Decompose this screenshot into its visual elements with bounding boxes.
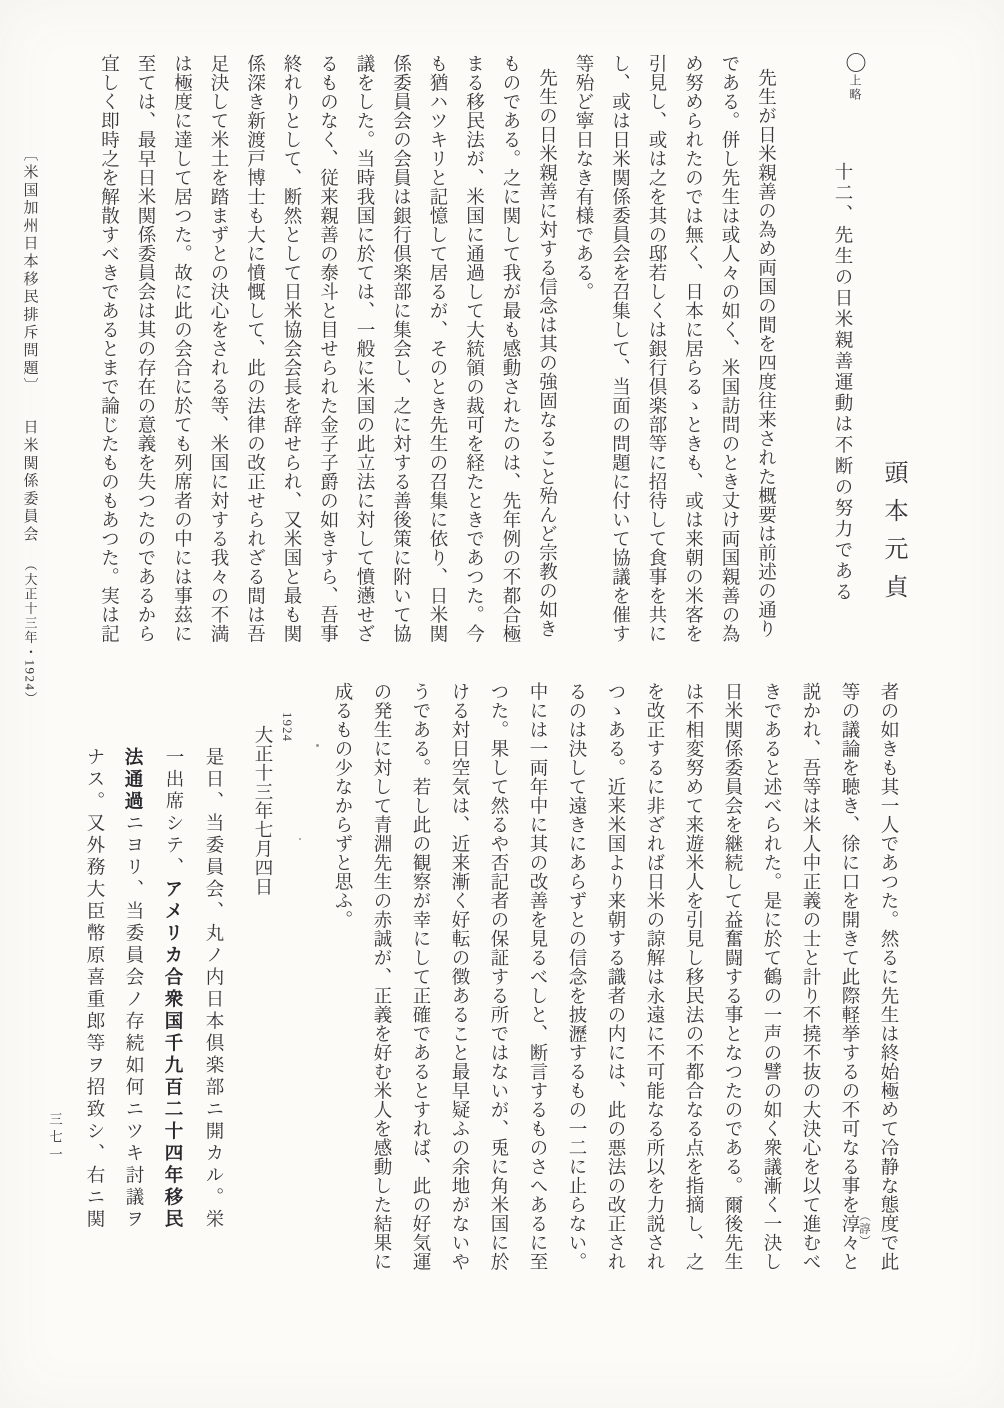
column-text: を改正するに非ざれば日米の諒解は永遠に不可能なる所以を力説され — [644, 682, 664, 1271]
text-column — [113, 682, 153, 1302]
text-column — [478, 682, 517, 1302]
column-text: ナス。又外務大臣幣原喜重郎等ヲ招致シ、右ニ関 — [84, 747, 104, 1231]
column-text: し、或は日米関係委員会を召集して、当面の問題に付いて協議を催す — [609, 54, 630, 643]
column-text: 説かれ、吾等は米人中正義の士と計り不撓不抜の大決心を以て進むべ — [800, 682, 820, 1271]
column-text: 等の議論を聴き、徐に口を開きて此際軽挙するの不可なる事を淳々と — [839, 682, 859, 1271]
column-text: 議をした。当時我国に於ては、一般に米国の此立法に対して憤懣せざ — [354, 54, 374, 643]
column-text: 係深き新渡戸博士も大に憤慨して、此の法律の改正せられざる間は吾 — [244, 54, 265, 643]
text-column — [528, 54, 565, 674]
running-title-bracket: 〔米国加州日本移民排斥問題〕 — [21, 146, 38, 396]
text-column — [747, 54, 784, 674]
text-column — [565, 54, 602, 674]
column-text: である。併し先生は或人々の如く、米国訪問のとき丈け両国親善の為 — [719, 54, 739, 643]
text-column — [153, 682, 193, 1302]
text-column — [419, 54, 456, 674]
column-text: ける対日空気は、近来漸く好転の徴あること最早疑ふの余地がないや — [449, 682, 469, 1271]
text-column — [556, 682, 595, 1302]
column-text: 終れりとして、断然として日米協会会長を辞せられ、又米国と最も関 — [281, 54, 301, 643]
column-text: 足決して米土を踏まずとの決心をされる等、米国に対する我々の不満 — [208, 54, 228, 643]
text-column — [492, 54, 529, 674]
column-text: 至ては、最早日米関係委員会は其の存在の意義を失つたのであるから — [135, 54, 155, 643]
upper-text-block — [90, 54, 860, 674]
column-text: 引見し、或は之を其の邸若しくは銀行倶楽部等に招待して食事を共に — [646, 54, 666, 643]
text-column — [439, 682, 478, 1302]
column-text: るものなく、従来親善の泰斗と目せられた金子子爵の如きすら、吾事 — [317, 54, 338, 643]
correction-ruby: （諄） — [858, 1210, 870, 1248]
emphasized-text: アメリカ合衆国千九百二十四年移民 — [163, 879, 184, 1231]
column-text: きであると述べられた。是に於て鶴の一声の譬の如く衆議漸く一決し — [761, 682, 781, 1271]
column-text: 係委員会の会員は銀行倶楽部に集会し、之に対する善後策に附いて協 — [390, 54, 411, 643]
text-column — [127, 54, 164, 674]
marginal-running-title — [21, 146, 38, 706]
page-number: 三七一 — [47, 1112, 62, 1165]
scan-speckle — [316, 744, 319, 747]
text-column — [824, 54, 861, 674]
column-text: 十二、先生の日米親善運動は不断の努力である — [832, 162, 852, 603]
text-column — [322, 682, 361, 1302]
omission-circle-glyph: 〇 — [843, 52, 867, 74]
column-text: 成るもの少なからずと思ふ。 — [332, 682, 352, 929]
text-column — [163, 54, 200, 674]
text-column — [200, 54, 237, 674]
text-column — [517, 682, 556, 1302]
omission-label: 上略 — [848, 74, 862, 102]
text-column — [400, 682, 439, 1302]
text-column — [638, 54, 675, 674]
column-text: 先生が日米親善の為め両国の間を四度往来された概要は前述の通り — [755, 68, 776, 638]
text-column — [601, 54, 638, 674]
column-text: 先生の日米親善に対する信念は其の強固なること殆んど宗教の如き — [536, 68, 557, 638]
text-column — [346, 54, 383, 674]
column-text: は不相変努めて来遊米人を引見し移民法の不都合なる点を指摘し、之 — [683, 682, 703, 1271]
column-text: るのは決して遠きにあらずとの信念を披瀝するもの一二に止らない。 — [566, 682, 586, 1271]
text-column — [361, 682, 400, 1302]
column-text: 大正十三年七月四日 — [252, 725, 272, 896]
column-text: も猶ハツキリと記憶して居るが、そのとき先生の召集に依り、日米関 — [427, 54, 447, 643]
text-column — [242, 682, 281, 1302]
column-text: ものである。之に関して我が最も感動されたのは、先年例の不都合極 — [500, 54, 520, 643]
column-text: め努められたのでは無く、日本に居らるゝときも、或は来朝の米客を — [682, 54, 703, 643]
margin-year-label: 1924 — [280, 712, 295, 742]
column-text: まる移民法が、米国に通過して大統領の裁可を経たときであつた。今 — [463, 54, 484, 643]
running-title-date: （大正十三年・1924） — [22, 557, 38, 706]
running-title-committee: 日米関係委員会 — [21, 419, 38, 544]
emphasized-text: 法通過 — [123, 747, 144, 813]
column-text: 日米関係委員会を継続して益奮闘する事となつたのである。爾後先生 — [722, 682, 742, 1271]
text-column — [829, 682, 868, 1302]
text-column — [712, 682, 751, 1302]
text-column — [634, 682, 673, 1302]
text-column — [455, 54, 492, 674]
column-text: ニヨリ、当委員会ノ存続如何ニツキ討議ヲ — [123, 813, 143, 1231]
text-column — [90, 54, 127, 674]
text-column — [674, 54, 711, 674]
text-column — [193, 682, 232, 1302]
text-column — [382, 54, 419, 674]
column-text: 者の如きも其一人であつた。然るに先生は終始極めて冷静な態度で此 — [878, 682, 898, 1271]
text-column — [751, 682, 790, 1302]
scan-speckle — [299, 838, 301, 840]
column-text: は極度に達して居つた。故に此の会合に於ても列席者の中には事茲に — [171, 54, 192, 643]
column-text: うである。若し此の観察が幸にして正確であるとすれば、此の好気運 — [410, 682, 430, 1271]
text-column — [309, 54, 346, 674]
column-text: つゝある。近来米国より来朝する識者の内には、此の悪法の改正され — [605, 682, 625, 1271]
text-column — [595, 682, 634, 1302]
author-name: 頭本元貞 — [880, 460, 906, 612]
text-column — [236, 54, 273, 674]
column-text: 宜しく即時之を解散すべきであるとまで論じたものもあつた。実は記 — [98, 54, 119, 643]
text-column — [74, 682, 113, 1302]
column-text: 一出席シテ、 — [163, 747, 183, 879]
text-column — [868, 682, 907, 1302]
column-text: 等殆ど寧日なき有様である。 — [573, 54, 593, 301]
column-text: の発生に対して青淵先生の赤誠が、正義を好む米人を感動した結果に — [371, 682, 391, 1271]
column-text: 是日、当委員会、丸ノ内日本倶楽部ニ開カル。栄 — [203, 747, 223, 1231]
text-column — [711, 54, 748, 674]
column-text: つた。果して然るや否記者の保証する所ではないが、兎に角米国に於 — [488, 682, 508, 1271]
lower-text-block — [74, 682, 907, 1302]
text-column — [273, 54, 310, 674]
column-text: 中には一両年中に其の改善を見るべしと、断言するものさへあるに至 — [527, 682, 547, 1271]
text-column — [790, 682, 829, 1302]
text-column — [673, 682, 712, 1302]
